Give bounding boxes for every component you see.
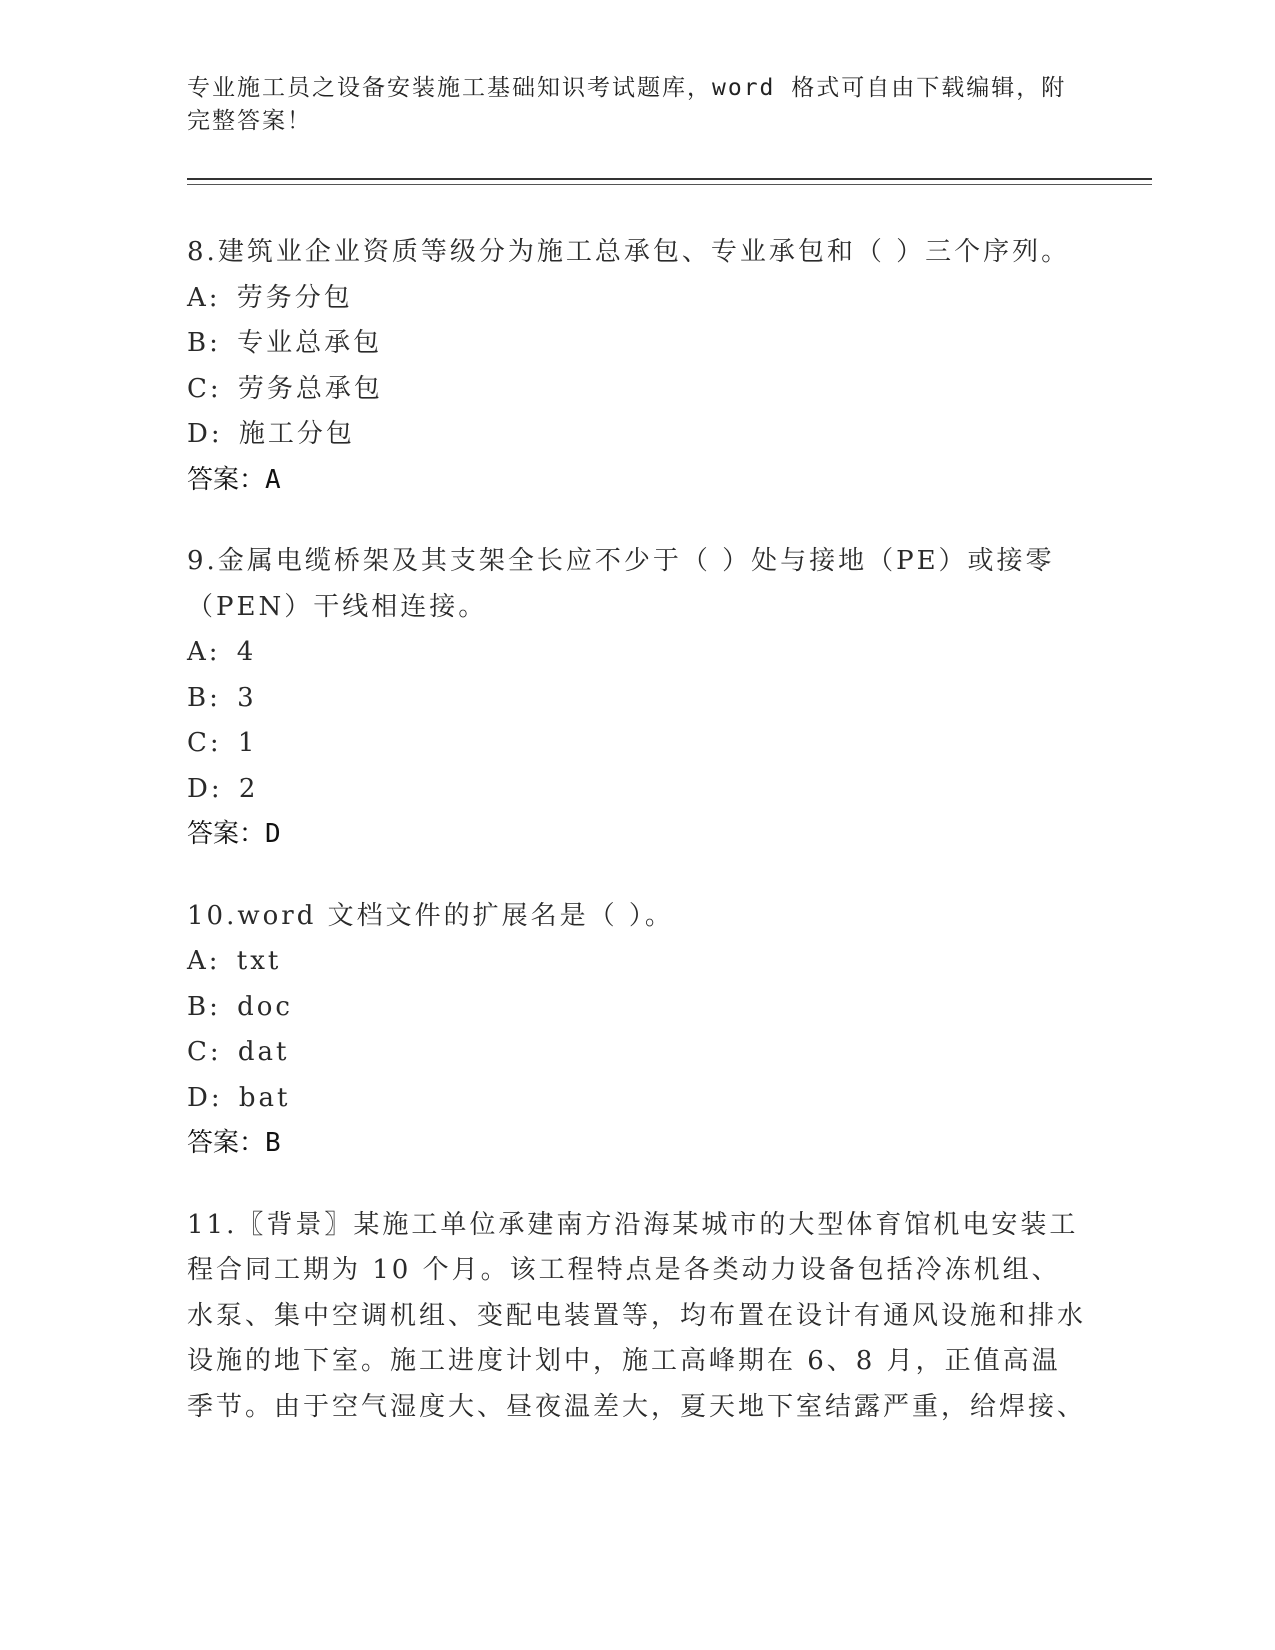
option-separator: : [208,946,221,976]
question-9 [187,539,1087,858]
option-separator: : [209,991,221,1022]
option-letter: D [187,773,211,804]
option-a [187,276,1087,322]
option-separator: : [210,1082,223,1113]
option-c [187,1030,1087,1076]
option-separator: : [209,328,221,358]
question-stem [187,539,1087,630]
option-separator: : [208,637,221,667]
question-stem [187,894,1087,940]
answer-value: B [265,1128,281,1158]
question-number: 10. [187,900,238,931]
option-a [187,939,1087,985]
option-text: 3 [237,682,257,713]
header-divider-thin [187,184,1152,185]
option-b [187,676,1087,722]
option-b [187,321,1087,367]
header-divider-thick [187,178,1152,180]
question-number: 11. [187,1209,238,1240]
answer-line [187,1121,1087,1167]
option-text: 4 [236,637,257,667]
question-text: 〖背景〗某施工单位承建南方沿海某城市的大型体育馆机电安装工程合同工期为 10 个月。该工程特点是各类动力设备包括冷冻机组、水泵、集中空调机组、变配电装置等，均布置在设计有通风设施和排水设施的地下室。施工进度计划中，施工高峰期在 6、8 月，正值高温季节。由于空气湿度大、昼夜温差大，夏天地下室结露严重，给焊接、 [187,1209,1087,1422]
question-stem [187,230,1087,276]
question-8 [187,230,1087,503]
question-list [187,230,1087,1466]
question-number: 8. [187,237,218,267]
option-text: 劳务分包 [236,282,353,313]
question-stem [187,1203,1087,1431]
option-separator: : [210,419,223,449]
option-separator: : [209,682,221,713]
option-d [187,767,1087,813]
option-b [187,985,1087,1031]
option-letter: C [187,1037,210,1067]
answer-line [187,812,1087,858]
option-text: 劳务总承包 [237,373,383,404]
document-header: 专业施工员之设备安装施工基础知识考试题库，word 格式可自由下载编辑，附完整答案！ [187,75,1067,134]
option-letter: A [187,282,209,313]
option-separator: : [209,728,222,758]
option-text: 施工分包 [238,419,355,449]
option-separator: : [208,282,221,313]
option-a [187,630,1087,676]
option-separator: : [210,773,223,804]
question-text: 金属电缆桥架及其支架全长应不少于（ ）处与接地（PE）或接零（PEN）干线相连接。 [187,546,1055,622]
option-text: txt [236,946,282,976]
option-separator: : [209,373,222,404]
answer-label: 答案： [187,464,266,495]
option-letter: B [187,991,210,1022]
answer-value: D [265,819,281,849]
option-letter: D [187,1082,211,1113]
option-text: bat [238,1082,291,1113]
option-separator: : [209,1037,222,1067]
answer-label: 答案： [187,819,266,849]
question-number: 9. [187,546,218,576]
option-letter: B [187,682,210,713]
option-text: 1 [237,728,258,758]
option-d [187,412,1087,458]
answer-line [187,458,1087,504]
option-letter: C [187,728,210,758]
option-text: 专业总承包 [237,328,383,358]
question-11 [187,1203,1087,1431]
option-letter: A [187,637,209,667]
option-d [187,1076,1087,1122]
option-c [187,367,1087,413]
option-letter: C [187,373,210,404]
option-letter: A [187,946,209,976]
option-text: 2 [238,773,259,804]
question-text: 建筑业企业资质等级分为施工总承包、专业承包和（ ）三个序列。 [217,237,1071,267]
answer-value: A [265,464,281,495]
option-letter: B [187,328,210,358]
option-letter: D [187,419,211,449]
option-text: doc [237,991,293,1022]
option-c [187,721,1087,767]
answer-label: 答案： [187,1128,266,1158]
question-text: word 文档文件的扩展名是（ ）。 [237,900,674,931]
option-text: dat [237,1037,290,1067]
question-10 [187,894,1087,1167]
